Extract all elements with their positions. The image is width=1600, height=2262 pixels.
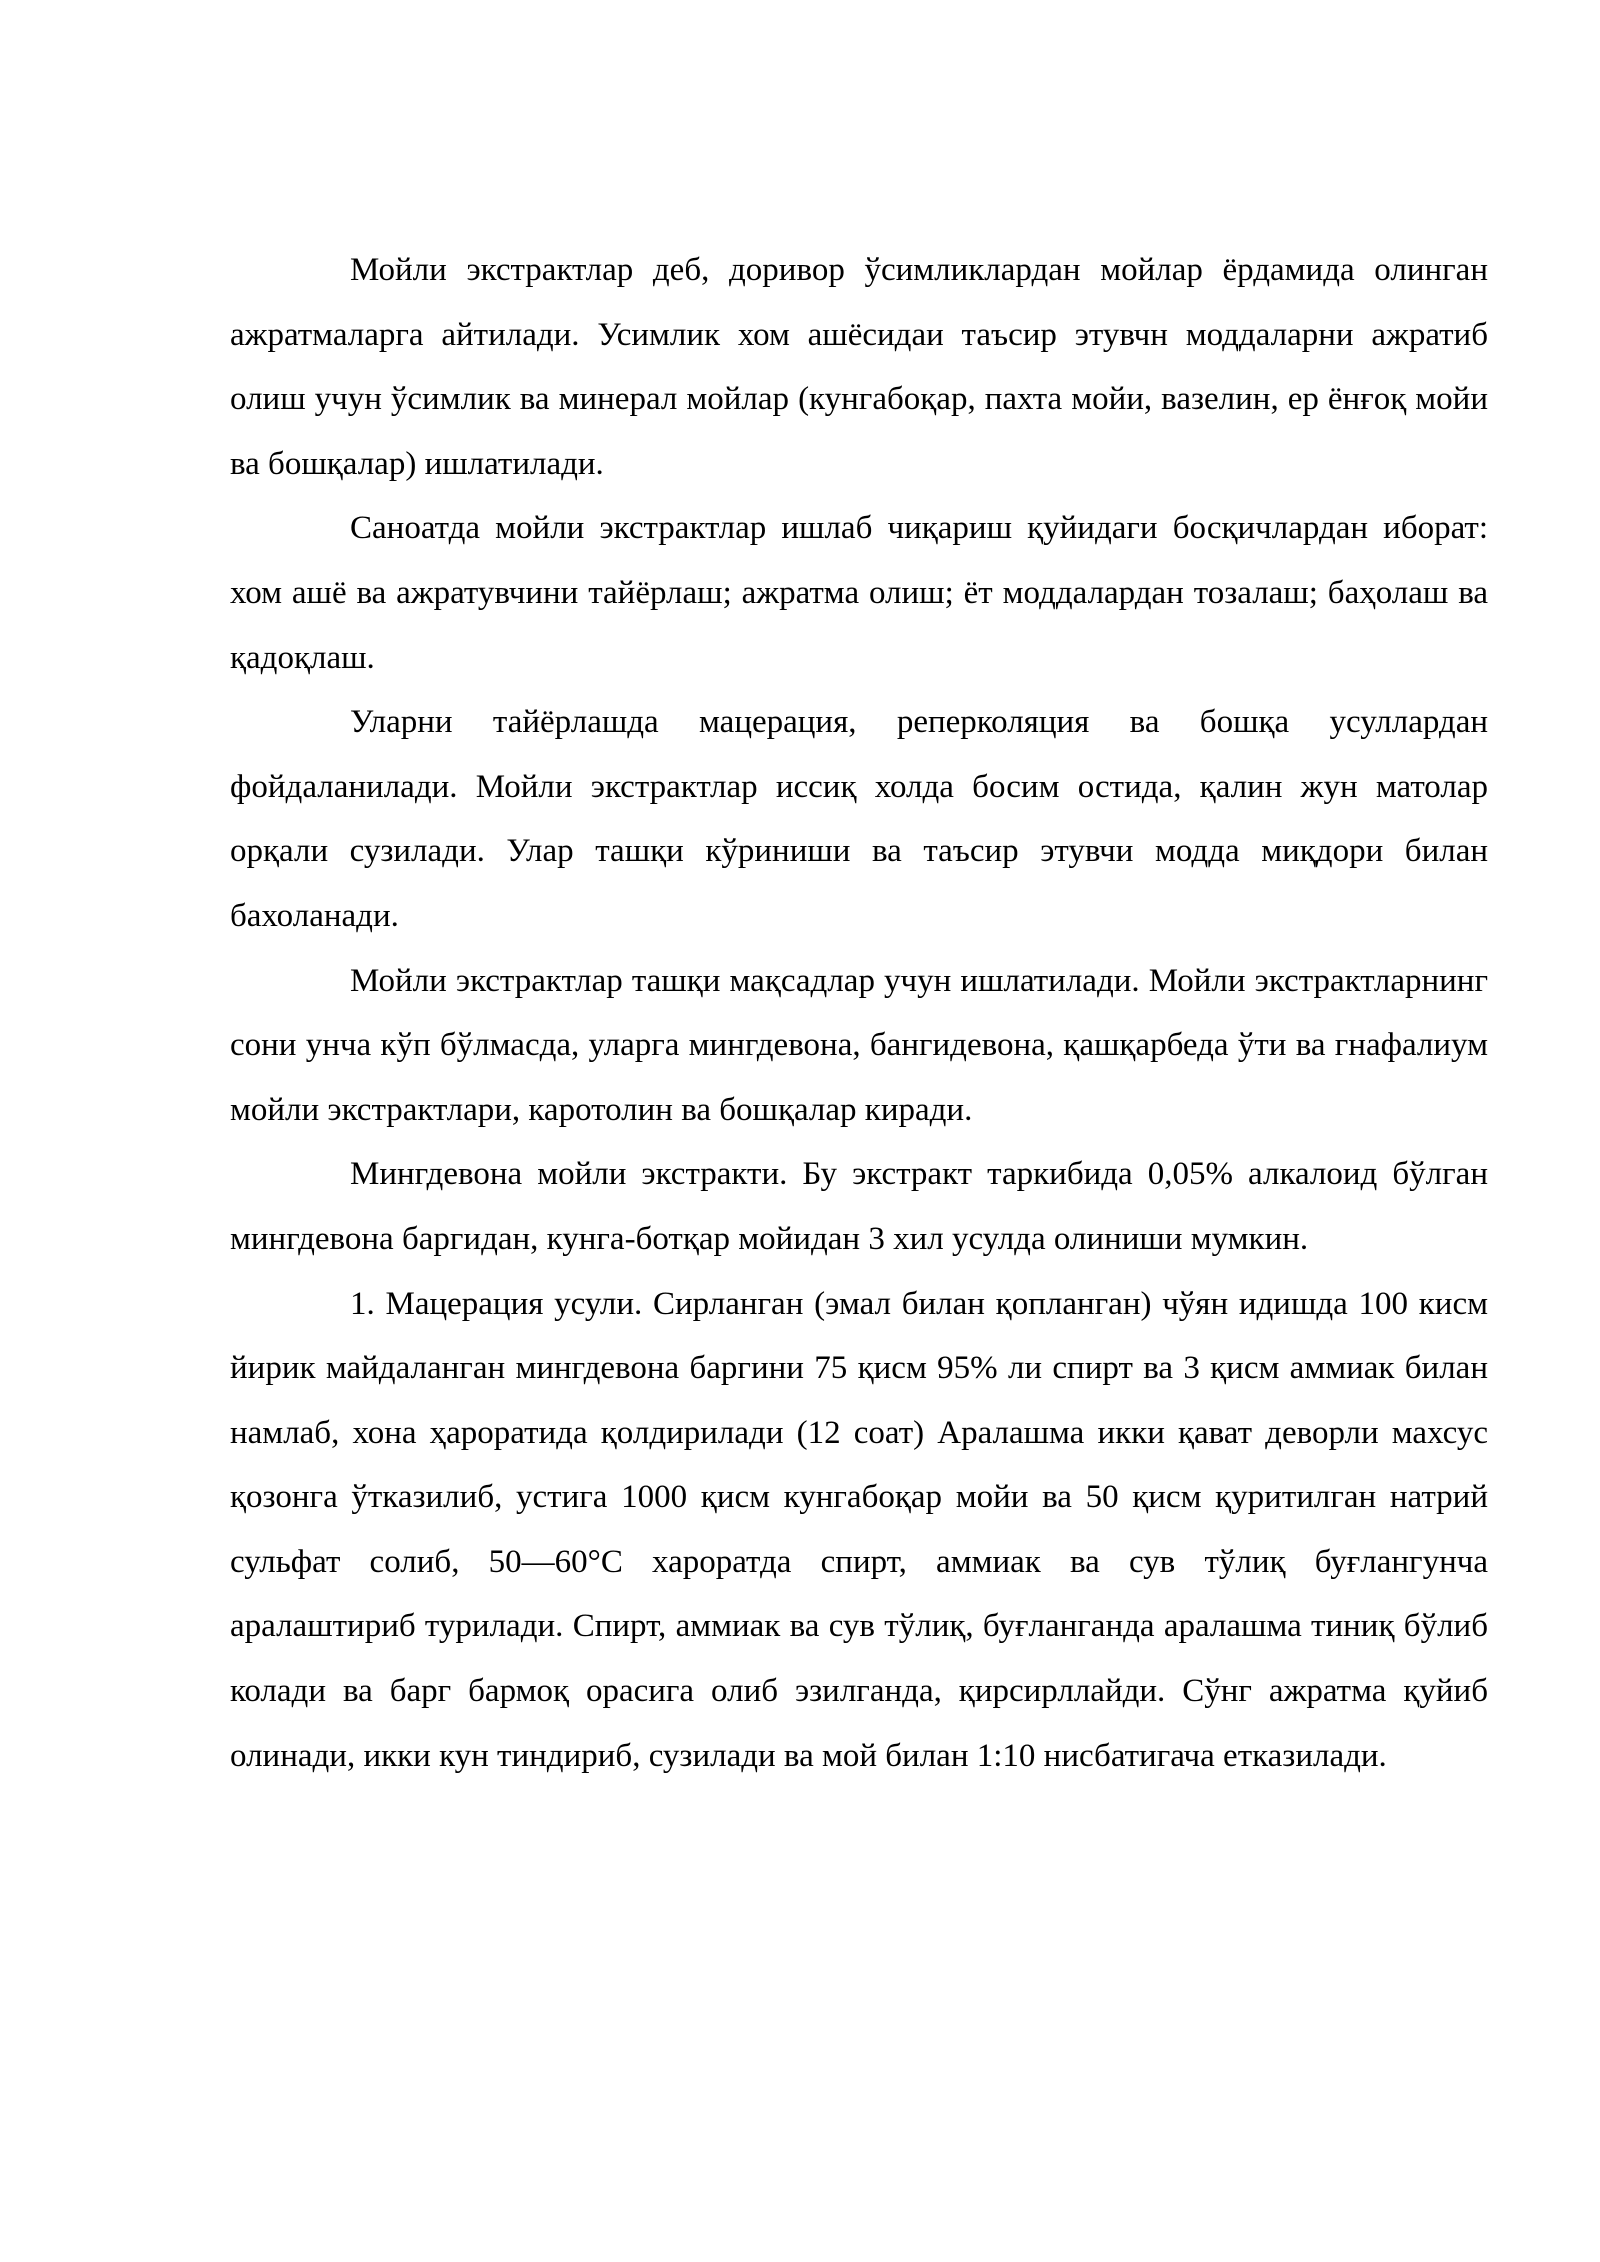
paragraph-maceration-method: 1. Мацерация усули. Сирланган (эмал билан қопланган) чўян идишда 100 кисм йирик майдаланган мингдевона баргини 75 қисм 95% ли спирт ва 3 қисм аммиак билан намлаб, хона ҳароратида қолдирилади (12 соат) Аралашма икки қават деворли махсус қозонга ўтказилиб, устига 1000 қисм кунгабоқар мойи ва 50 қисм қуритилган натрий сульфат солиб, 50—60°С хароратда спирт, аммиак ва сув тўлиқ буғлангунча аралаштириб турилади. Спирт, аммиак ва сув тўлиқ, буғланганда аралашма тиниқ бўлиб колади ва барг бармоқ орасига олиб эзилганда, қирсирллайди. Сўнг ажратма қуйиб олинади, икки кун тиндириб, сузилади ва мой билан 1:10 нисбатигача етказилади. xyxy=(230,1285,1488,1774)
paragraph-mingdevona-extract: Мингдевона мойли экстракти. Бу экстракт таркибида 0,05% алкалоид бўлган мингдевона баргидан, кунга-ботқар мойидан 3 хил усулда олиниши мумкин. xyxy=(230,1156,1488,1257)
document-body xyxy=(230,238,1488,1788)
paragraph-production-stages: Саноатда мойли экстрактлар ишлаб чиқариш қуйидаги босқичлардан иборат: хом ашё ва ажратувчини тайёрлаш; ажратма олиш; ёт моддалардан тозалаш; баҳолаш ва қадоқлаш. xyxy=(230,510,1488,676)
paragraph-preparation-methods: Уларни тайёрлашда мацерация, реперколяция ва бошқа усуллардан фойдаланилади. Мойли экстрактлар иссиқ холда босим остида, қалин жун матолар орқали сузилади. Улар ташқи кўриниши ва таъсир этувчи модда миқдори билан бахоланади. xyxy=(230,704,1488,934)
paragraph-oil-extracts-definition: Мойли экстрактлар деб, доривор ўсимликлардан мойлар ёрдамида олинган ажратмаларга айтилади. Усимлик хом ашёсидаи таъсир этувчн моддаларни ажратиб олиш учун ўсимлик ва минерал мойлар (кунгабоқар, пахта мойи, вазелин, ер ёнғоқ мойи ва бошқалар) ишлатилади. xyxy=(230,252,1488,482)
paragraph-external-use: Мойли экстрактлар ташқи мақсадлар учун ишлатилади. Мойли экстрактларнинг сони унча кўп бўлмасда, уларга мингдевона, бангидевона, қашқарбеда ўти ва гнафалиум мойли экстрактлари, каротолин ва бошқалар киради. xyxy=(230,962,1488,1128)
